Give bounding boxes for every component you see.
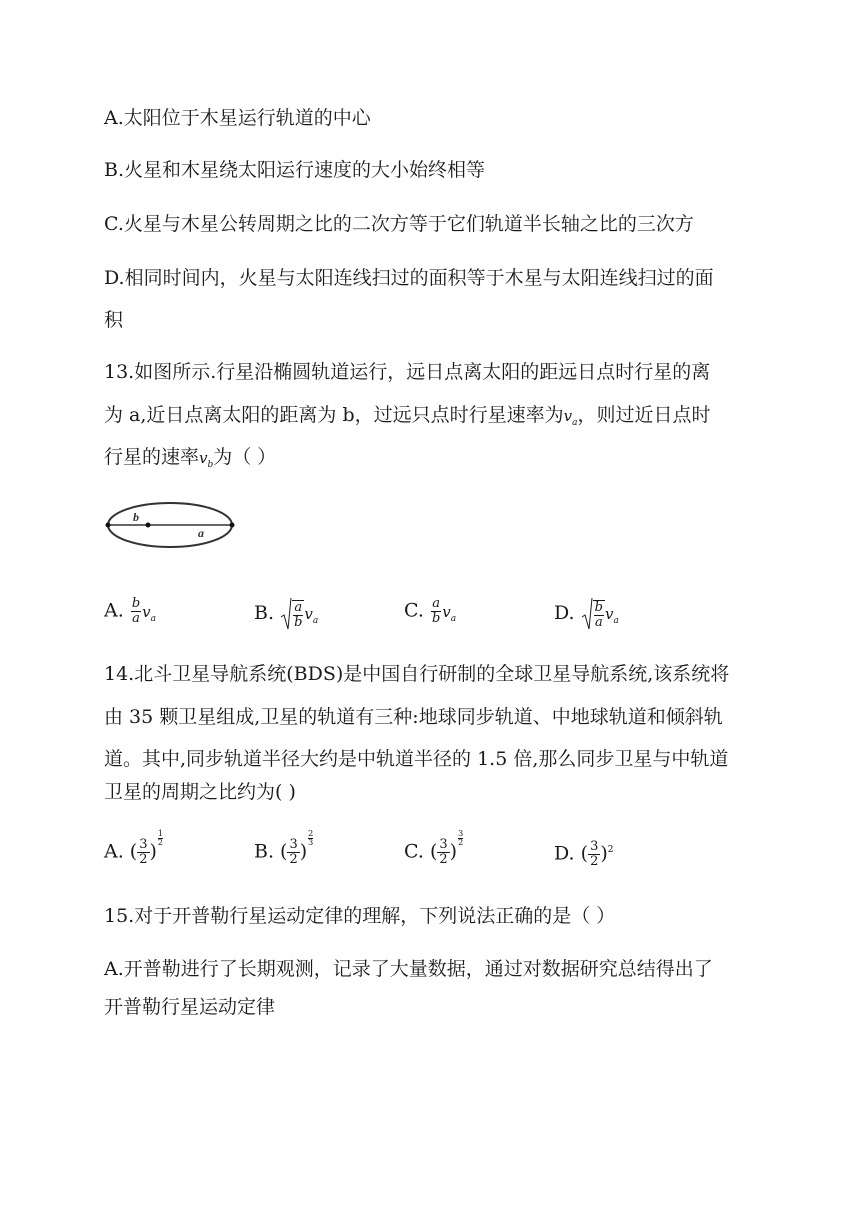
q14-option-a: A. ( $\frac{3}{2}$ ) $\frac{1}{2}$: [104, 829, 164, 867]
q14-option-c: C. ( $\frac{3}{2}$ ) $\frac{3}{2}$: [404, 829, 464, 867]
q12-option-c: C.火星与木星公转周期之比的二次方等于它们轨道半长轴之比的三次方: [104, 213, 694, 235]
ellipse-orbit-figure: [100, 500, 240, 560]
q15-stem: 15.对于开普勒行星运动定律的理解，下列说法正确的是（ ）: [104, 905, 616, 927]
q14-option-b: B. ( $\frac{3}{2}$ ) $\frac{2}{3}$: [254, 829, 314, 867]
q14-stem-line4: 卫星的周期之比约为( ): [104, 781, 296, 803]
q12-option-d-line1: D.相同时间内，火星与太阳连线扫过的面积等于木星与太阳连线扫过的面: [104, 267, 714, 289]
q13-stem-line2: 为 a,近日点离太阳的距离为 b，过远只点时行星速率为$v_a$，则过近日点时: [104, 404, 711, 428]
sqrt-fraction: $\frac{b}{a}$: [581, 597, 605, 631]
v-b-symbol: $v_b$: [199, 449, 214, 470]
q14-stem-line2: 由 35 颗卫星组成,卫星的轨道有三种:地球同步轨道、中地球轨道和倾斜轨: [104, 706, 723, 728]
q14-stem-line3: 道。其中,同步轨道半径大约是中轨道半径的 1.5 倍,那么同步卫星与中轨道: [104, 748, 729, 770]
q12-option-a: A.太阳位于木星运行轨道的中心: [104, 107, 371, 129]
perihelion-point: [106, 523, 111, 528]
q14-option-d: D. ( $\frac{3}{2}$ )$^2$: [554, 838, 614, 869]
aphelion-point: [230, 523, 235, 528]
q13-option-a: A. $\frac{b}{a}$ $v_a$: [104, 596, 156, 626]
q13-stem-line1: 13.如图所示.行星沿椭圆轨道运行，远日点离太阳的距远日点时行星的离: [104, 361, 711, 383]
q15-option-a-line1: A.开普勒进行了长期观测，记录了大量数据，通过对数据研究总结得出了: [104, 958, 713, 980]
q12-option-b: B.火星和木星绕太阳运行速度的大小始终相等: [104, 159, 486, 181]
q13-option-b: B. $\frac{a}{b}$ $v_a$: [254, 597, 318, 633]
sqrt-fraction: $\frac{a}{b}$: [280, 597, 304, 631]
label-b: b: [133, 510, 139, 524]
label-a: a: [198, 526, 204, 540]
v-a-symbol: $v_a$: [563, 407, 578, 428]
q13-stem-line3: 行星的速率$v_b$为（ ）: [104, 446, 277, 470]
q13-option-d: D. $\frac{b}{a}$ $v_a$: [554, 597, 619, 633]
q13-option-c: C. $\frac{a}{b}$ $v_a$: [404, 596, 457, 626]
sun-point: [146, 523, 151, 528]
q12-option-d-line2: 积: [104, 309, 124, 331]
fraction: $\frac{b}{a}$: [131, 596, 141, 626]
fraction: $\frac{a}{b}$: [431, 596, 441, 626]
q15-option-a-line2: 开普勒行星运动定律: [104, 996, 276, 1018]
q14-stem-line1: 14.北斗卫星导航系统(BDS)是中国自行研制的全球卫星导航系统,该系统将: [104, 663, 730, 685]
